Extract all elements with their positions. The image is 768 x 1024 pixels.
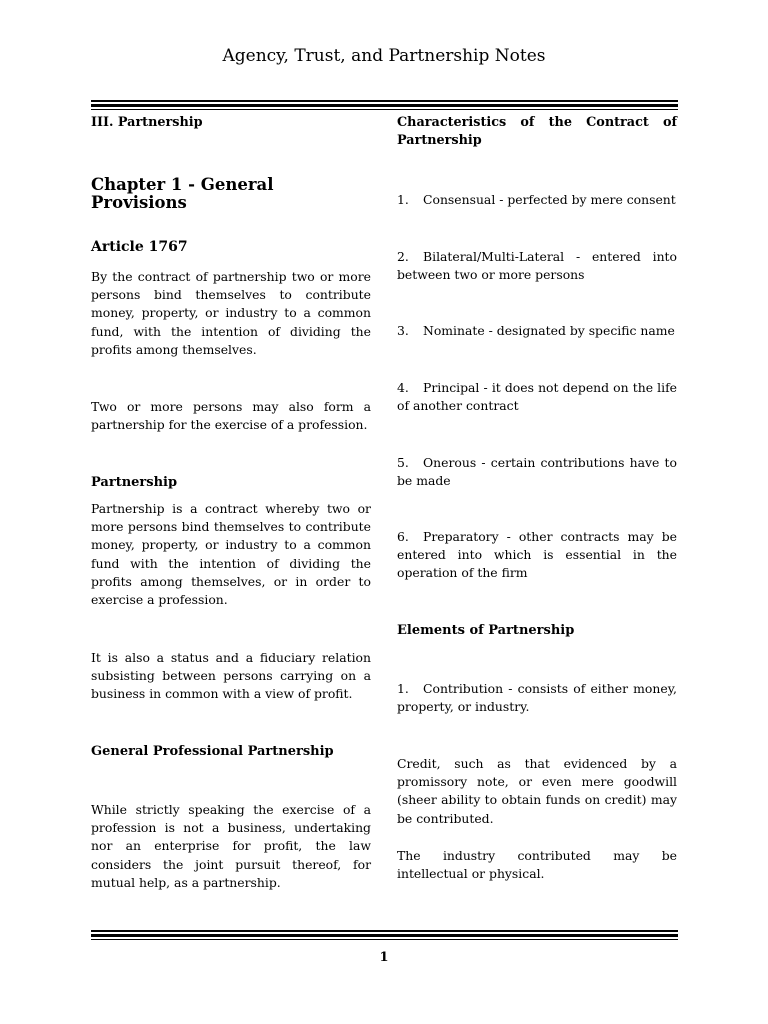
characteristic-item: 5. Onerous - certain contributions have to be made xyxy=(397,455,677,489)
element-item: 1. Contribution - consists of either money, property, or industry. xyxy=(397,681,677,715)
characteristic-item: 4. Principal - it does not depend on the life of another contract xyxy=(397,380,677,414)
footer-rule xyxy=(91,930,678,942)
characteristic-item: 2. Bilateral/Multi-Lateral - entered into between two or more persons xyxy=(397,249,677,283)
gpp-heading: General Professional Partnership xyxy=(91,744,334,759)
page-number: 1 xyxy=(379,950,389,965)
partnership-paragraph-1: Partnership is a contract whereby two or more persons bind themselves to contribute money, property, or industry to a common fund with the intention of dividing the profits among themselves, or in order to exercise a profession. xyxy=(91,501,371,608)
header-rule xyxy=(91,100,678,112)
partnership-heading: Partnership xyxy=(91,475,178,490)
document-title: Agency, Trust, and Partnership Notes xyxy=(222,46,546,66)
section-heading: III. Partnership xyxy=(91,115,203,130)
credit-paragraph: Credit, such as that evidenced by a promissory note, or even mere goodwill (sheer ability to obtain funds on credit) may be contributed. xyxy=(397,756,677,826)
chapter-heading: Chapter 1 - General Provisions xyxy=(91,175,274,213)
industry-paragraph: The industry contributed may be intellectual or physical. xyxy=(397,848,677,882)
characteristic-item: 3. Nominate - designated by specific name xyxy=(397,323,675,338)
elements-heading: Elements of Partnership xyxy=(397,623,575,638)
gpp-paragraph: While strictly speaking the exercise of a profession is not a business, undertaking nor an enterprise for profit, the law considers the joint pursuit thereof, for mutual help, as a partnership. xyxy=(91,802,371,890)
characteristics-heading: Characteristics of the Contract of Partnership xyxy=(397,115,677,149)
article-paragraph-1: By the contract of partnership two or more persons bind themselves to contribute money, property, or industry to a common fund, with the intention of dividing the profits among themselves. xyxy=(91,269,371,357)
partnership-paragraph-2: It is also a status and a fiduciary relation subsisting between persons carrying on a business in common with a view of profit. xyxy=(91,650,371,702)
characteristic-item: 6. Preparatory - other contracts may be entered into which is essential in the operation of the firm xyxy=(397,529,677,581)
characteristic-item: 1. Consensual - perfected by mere consent xyxy=(397,192,676,207)
article-paragraph-2: Two or more persons may also form a partnership for the exercise of a profession. xyxy=(91,399,371,433)
article-heading: Article 1767 xyxy=(91,239,188,255)
